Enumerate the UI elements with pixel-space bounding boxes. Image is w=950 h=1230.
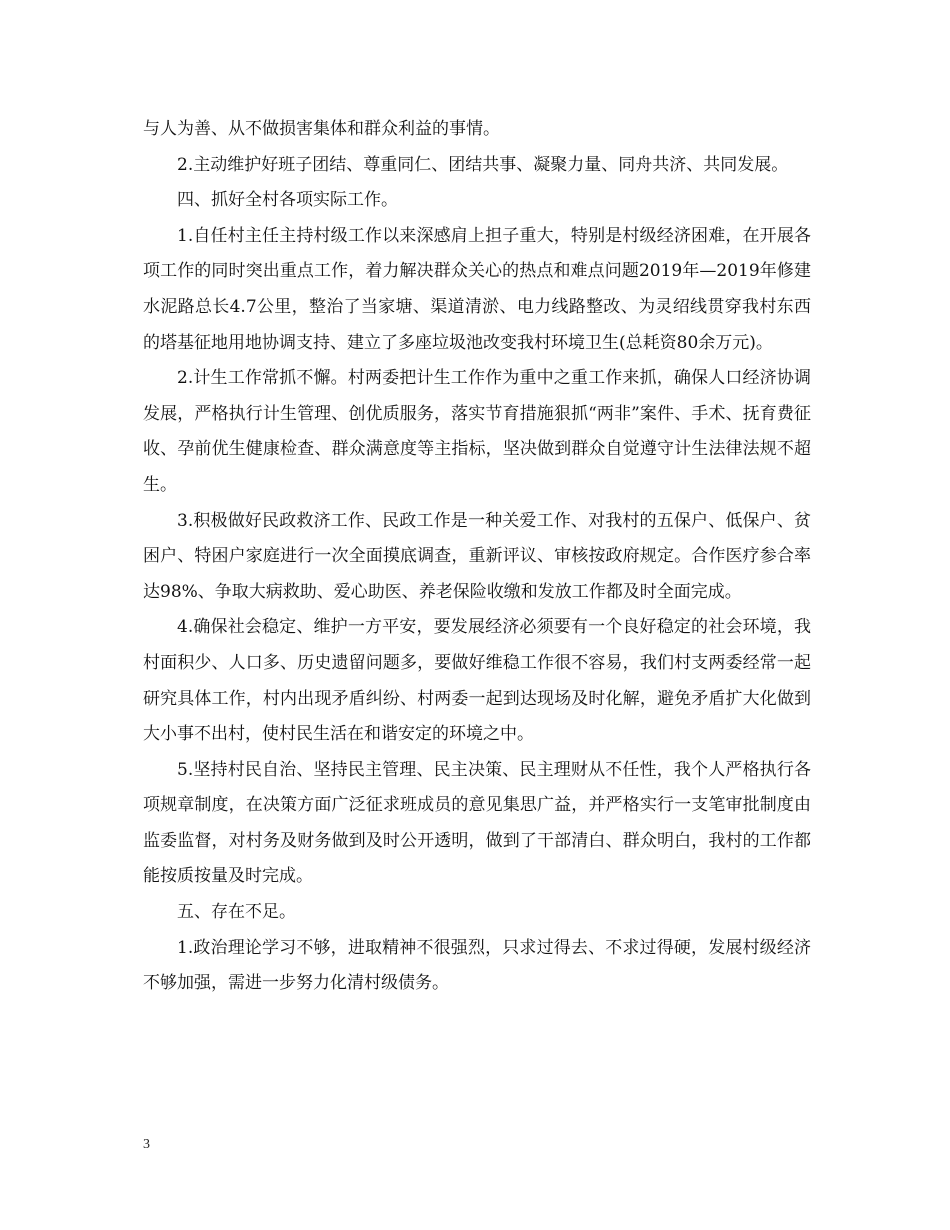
paragraph-item-3-civil-affairs: 3.积极做好民政救济工作、民政工作是一种关爱工作、对我村的五保户、低保户、贫困户、特困户家庭进行一次全面摸底调查，重新评议、审核按政府规定。合作医疗参合率达98%、争取大病救助、爱心助医、养老保险收缴和发放工作都及时全面完成。 (143, 510, 811, 602)
section-heading-four: 四、抓好全村各项实际工作。 (177, 190, 398, 211)
section-heading-five: 五、存在不足。 (177, 902, 296, 923)
paragraph-item-5-village-autonomy: 5.坚持村民自治、坚持民主管理、民主决策、民主理财从不任性，我个人严格执行各项规章制度，在决策方面广泛征求班成员的意见集思广益，并严格实行一支笔审批制度由监委监督，对村务及财务做到及时公开透明，做到了干部清白、群众明白，我村的工作都能按质按量及时完成。 (143, 759, 811, 887)
page-number: 3 (143, 1137, 150, 1152)
document-body (143, 112, 811, 1002)
paragraph-item-2-family-planning: 2.计生工作常抓不懈。村两委把计生工作作为重中之重工作来抓，确保人口经济协调发展，严格执行计生管理、创优质服务，落实节育措施狠抓“两非”案件、手术、抚育费征收、孕前优生健康检查、群众满意度等主指标，坚决做到群众自觉遵守计生法律法规不超生。 (143, 368, 811, 495)
paragraph-continuation: 与人为善、从不做损害集体和群众利益的事情。 (143, 119, 500, 139)
paragraph-shortcoming-1: 1.政治理论学习不够，进取精神不很强烈，只求过得去、不求过得硬，发展村级经济不够加强，需进一步努力化清村级债务。 (143, 937, 811, 994)
paragraph-team-unity: 2.主动维护好班子团结、尊重同仁、团结共事、凝聚力量、同舟共济、共同发展。 (177, 154, 789, 175)
paragraph-item-4-social-stability: 4.确保社会稳定、维护一方平安，要发展经济必须要有一个良好稳定的社会环境，我村面积少、人口多、历史遗留问题多，要做好维稳工作很不容易，我们村支两委经常一起研究具体工作，村内出现矛盾纠纷、村两委一起到达现场及时化解，避免矛盾扩大化做到大小事不出村，使村民生活在和谐安定的环境之中。 (143, 617, 811, 745)
paragraph-item-1-infrastructure: 1.自任村主任主持村级工作以来深感肩上担子重大，特别是村级经济困难，在开展各项工作的同时突出重点工作，着力解决群众关心的热点和难点问题2019年—2019年修建水泥路总长4.7公里，整治了当家塘、渠道清淤、电力线路整改、为灵绍线贯穿我村东西的塔基征地用地协调支持、建立了多座垃圾池改变我村环境卫生(总耗资80余万元)。 (143, 225, 811, 353)
